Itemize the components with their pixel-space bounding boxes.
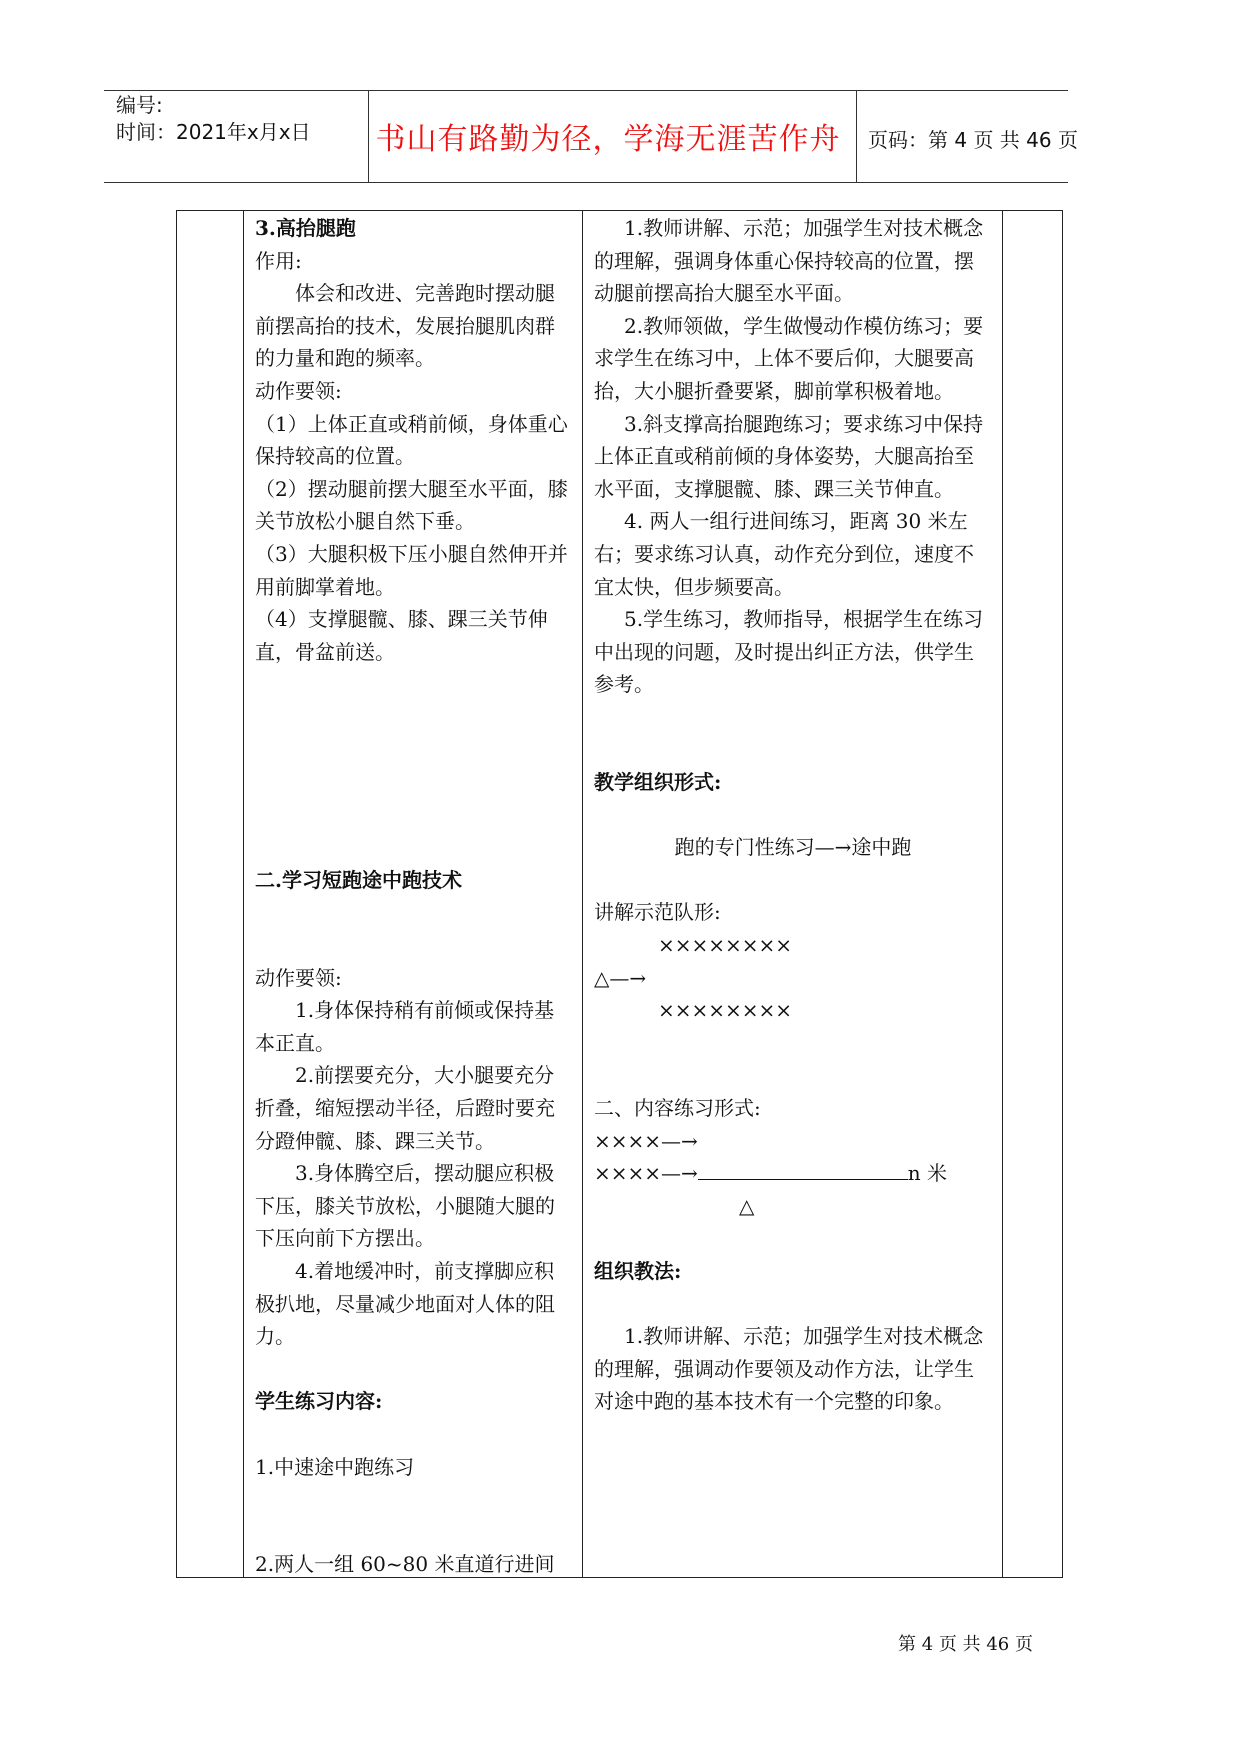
key-point-3: （3）大腿积极下压小腿自然伸开并用前脚掌着地。	[255, 541, 568, 599]
midway-point-2: 2.前摆要充分，大小腿要充分折叠，缩短摆动半径，后蹬时要充分蹬伸髋、膝、踝三关节。	[255, 1063, 555, 1153]
midway-point-3: 3.身体腾空后，摆动腿应积极下压，膝关节放松，小腿随大腿的下压向前下方摆出。	[255, 1161, 555, 1251]
method-step-4: 4. 两人一组行进间练习，距离 30 米左右；要求练习认真，动作充分到位，速度不宜太快，但步频要高。	[594, 509, 974, 599]
midway-point-4: 4.着地缓冲时，前支撑脚应积极扒地，尽量减少地面对人体的阻力。	[255, 1259, 555, 1349]
table-top-border	[176, 210, 1063, 211]
purpose-label: 作用:	[255, 248, 302, 273]
header-motto: 书山有路勤为径，学海无涯苦作舟	[375, 122, 841, 157]
table-border-left	[176, 210, 177, 1577]
practice-item-1: 1.中速途中跑练习	[255, 1454, 415, 1479]
midway-key-points-label: 动作要领:	[255, 965, 342, 990]
formation-teacher-arrow: △—→	[594, 965, 647, 990]
practice-form-row-1: ××××—→	[594, 1128, 698, 1153]
table-divider-1	[243, 210, 244, 1577]
method-step-5: 5.学生练习，教师指导，根据学生在练习中出现的问题，及时提出纠正方法，供学生参考。	[594, 607, 984, 697]
header-left-block	[116, 92, 311, 146]
practice-form-row-2-marks: ××××—→	[594, 1161, 698, 1186]
section-heading-midway-run: 二.学习短跑途中跑技术	[255, 867, 462, 892]
key-point-2: （2）摆动腿前摆大腿至水平面，膝关节放松小腿自然下垂。	[255, 476, 568, 534]
table-divider-3	[1002, 210, 1003, 1577]
header-bottom-rule	[104, 182, 1068, 183]
midway-point-1: 1.身体保持稍有前倾或保持基本正直。	[255, 998, 555, 1055]
header-divider-right	[856, 90, 857, 182]
distance-line	[698, 1157, 908, 1180]
teaching-method-heading: 组织教法:	[594, 1259, 682, 1283]
table-border-right	[1062, 210, 1063, 1577]
key-point-1: （1）上体正直或稍前倾，身体重心保持较高的位置。	[255, 411, 568, 469]
formation-row-1: ××××××××	[658, 933, 793, 958]
practice-form-row-2	[594, 1157, 992, 1190]
header-top-rule	[104, 90, 1068, 91]
content-column-right	[594, 212, 992, 1418]
key-point-4: （4）支撑腿髋、膝、踝三关节伸直，骨盆前送。	[255, 607, 548, 664]
distance-label: n 米	[907, 1161, 948, 1186]
formation-row-2: ××××××××	[658, 998, 793, 1023]
key-points-label: 动作要领:	[255, 378, 342, 403]
table-divider-2	[582, 210, 583, 1577]
method-step-2: 2.教师领做，学生做慢动作模仿练习；要求学生在练习中，上体不要后仰，大腿要高抬，大小腿折叠要紧，脚前掌积极着地。	[594, 313, 984, 403]
teaching-method-step-1: 1.教师讲解、示范；加强学生对技术概念的理解，强调动作要领及动作方法，让学生对途中跑的基本技术有一个完整的印象。	[594, 1324, 984, 1414]
demo-formation-label: 讲解示范队形:	[594, 900, 721, 925]
section-heading-high-knee: 3.高抬腿跑	[255, 216, 356, 240]
time-label: 时间：2021年x月x日	[116, 120, 311, 144]
purpose-text: 体会和改进、完善跑时摆动腿前摆高抬的技术，发展抬腿肌肉群的力量和跑的频率。	[255, 281, 555, 371]
practice-form-label: 二、内容练习形式:	[594, 1096, 761, 1121]
teacher-triangle: △	[739, 1193, 755, 1218]
method-step-3: 3.斜支撑高抬腿跑练习；要求练习中保持上体正直或稍前倾的身体姿势，大腿高抬至水平面，支撑腿髋、膝、踝三关节伸直。	[594, 411, 984, 501]
method-step-1: 1.教师讲解、示范；加强学生对技术概念的理解，强调身体重心保持较高的位置，摆动腿前摆高抬大腿至水平面。	[594, 216, 984, 306]
organization-form-heading: 教学组织形式:	[594, 770, 722, 795]
organization-flow: 跑的专门性练习—→途中跑	[674, 835, 912, 860]
number-label: 编号:	[116, 93, 163, 117]
content-column-left	[255, 212, 573, 1581]
practice-item-2: 2.两人一组 60~80 米直道行进间	[255, 1552, 555, 1577]
student-practice-heading: 学生练习内容:	[255, 1389, 383, 1414]
header-page-label: 页码：第 4 页 共 46 页	[868, 128, 1078, 152]
page-footer: 第 4 页 共 46 页	[898, 1634, 1033, 1655]
